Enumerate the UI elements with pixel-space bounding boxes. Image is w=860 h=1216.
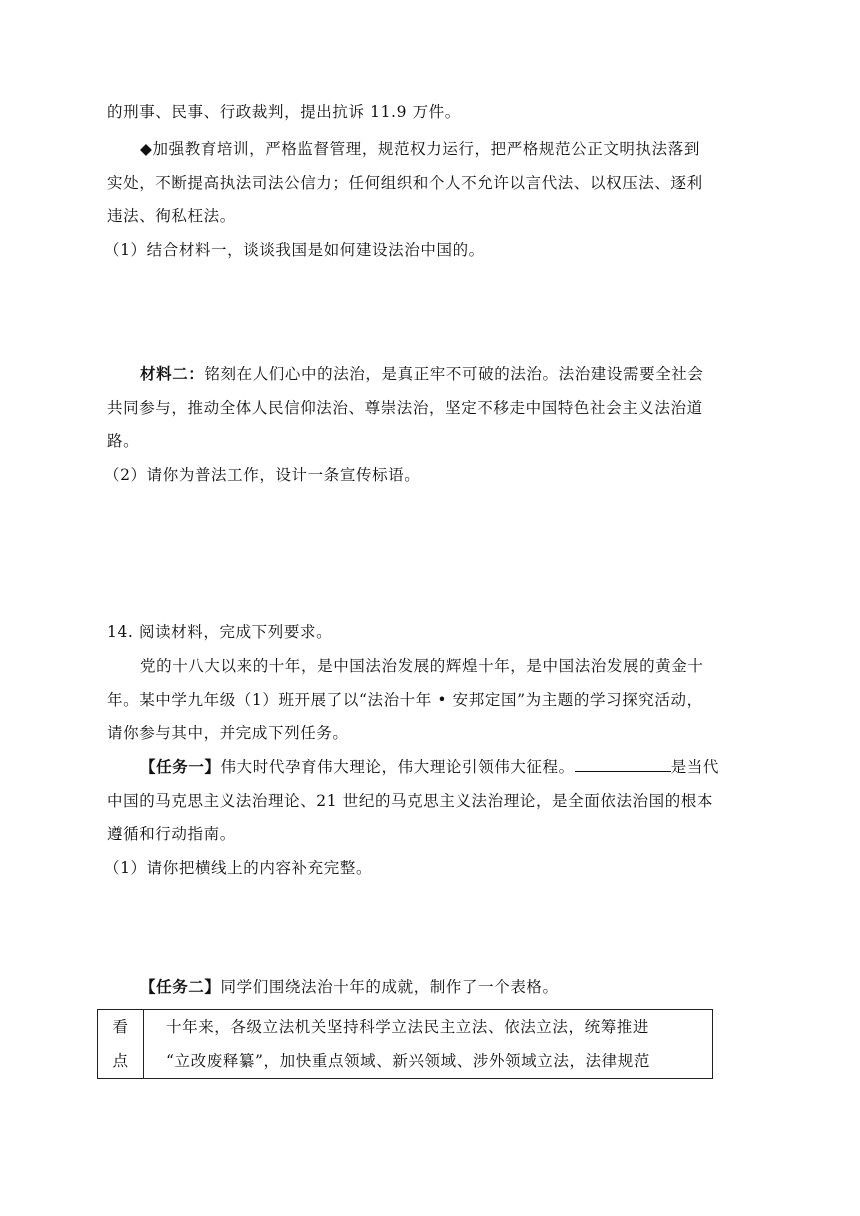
table-header-cell	[98, 1010, 144, 1079]
achievements-table	[97, 1009, 713, 1079]
material-two-line-3: 路。	[107, 432, 140, 450]
task-1-line-3: 遵循和行动指南。	[107, 825, 236, 843]
question-14-intro-line-1: 党的十八大以来的十年，是中国法治发展的辉煌十年，是中国法治发展的黄金十	[140, 657, 704, 675]
header-char-1: 看	[112, 1018, 129, 1036]
task-2-text: 同学们围绕法治十年的成就，制作了一个表格。	[220, 978, 559, 996]
material-one-bullet-line-1: ◆加强教育培训，严格监督管理，规范权力运行，把严格规范公正文明执法落到	[140, 140, 700, 158]
table-content-line-1: 十年来，各级立法机关坚持科学立法民主立法、依法立法，统筹推进	[166, 1018, 650, 1036]
table-content-cell	[144, 1010, 713, 1079]
material-one-bullet-line-3: 违法、徇私枉法。	[107, 207, 236, 225]
question-2: （2）请你为普法工作，设计一条宣传标语。	[104, 466, 421, 484]
task-1-line-2: 中国的马克思主义法治理论、21 世纪的马克思主义法治理论，是全面依法治国的根本	[107, 792, 714, 810]
material-two-label: 材料二：	[140, 364, 205, 383]
header-char-2: 点	[112, 1052, 129, 1070]
question-14-intro-line-2: 年。某中学九年级（1）班开展了以“法治十年 • 安邦定国”为主题的学习探究活动，	[107, 691, 703, 709]
material-one-bullet-line-2: 实处，不断提高执法司法公信力；任何组织和个人不允许以言代法、以权压法、逐利	[107, 174, 703, 192]
fill-in-blank[interactable]	[575, 757, 671, 772]
question-14-intro-line-3: 请你参与其中，并完成下列任务。	[107, 724, 349, 742]
task-2-label: 【任务二】	[140, 977, 221, 996]
task-1-question: （1）请你把横线上的内容补充完整。	[104, 859, 373, 877]
task-2-line	[140, 977, 559, 997]
material-one-line-1: 的刑事、民事、行政裁判，提出抗诉 11.9 万件。	[107, 103, 461, 121]
question-1: （1）结合材料一，谈谈我国是如何建设法治中国的。	[104, 241, 485, 259]
task-1-line-1-tail: 是当代	[670, 758, 720, 776]
table-content-line-2: “立改废释纂”，加快重点领域、新兴领域、涉外领域立法，法律规范	[166, 1052, 650, 1070]
material-two-line-1	[140, 364, 704, 384]
task-1-label: 【任务一】	[140, 757, 221, 776]
material-two-line-1-text: 铭刻在人们心中的法治，是真正牢不可破的法治。法治建设需要全社会	[204, 365, 704, 383]
task-1-line-1-text: 伟大时代孕育伟大理论，伟大理论引领伟大征程。	[220, 758, 575, 776]
table-row	[98, 1010, 713, 1079]
task-1-line-1	[140, 757, 719, 777]
material-two-line-2: 共同参与，推动全体人民信仰法治、尊崇法治，坚定不移走中国特色社会主义法治道	[107, 399, 703, 417]
question-14-title: 14. 阅读材料，完成下列要求。	[107, 623, 333, 641]
